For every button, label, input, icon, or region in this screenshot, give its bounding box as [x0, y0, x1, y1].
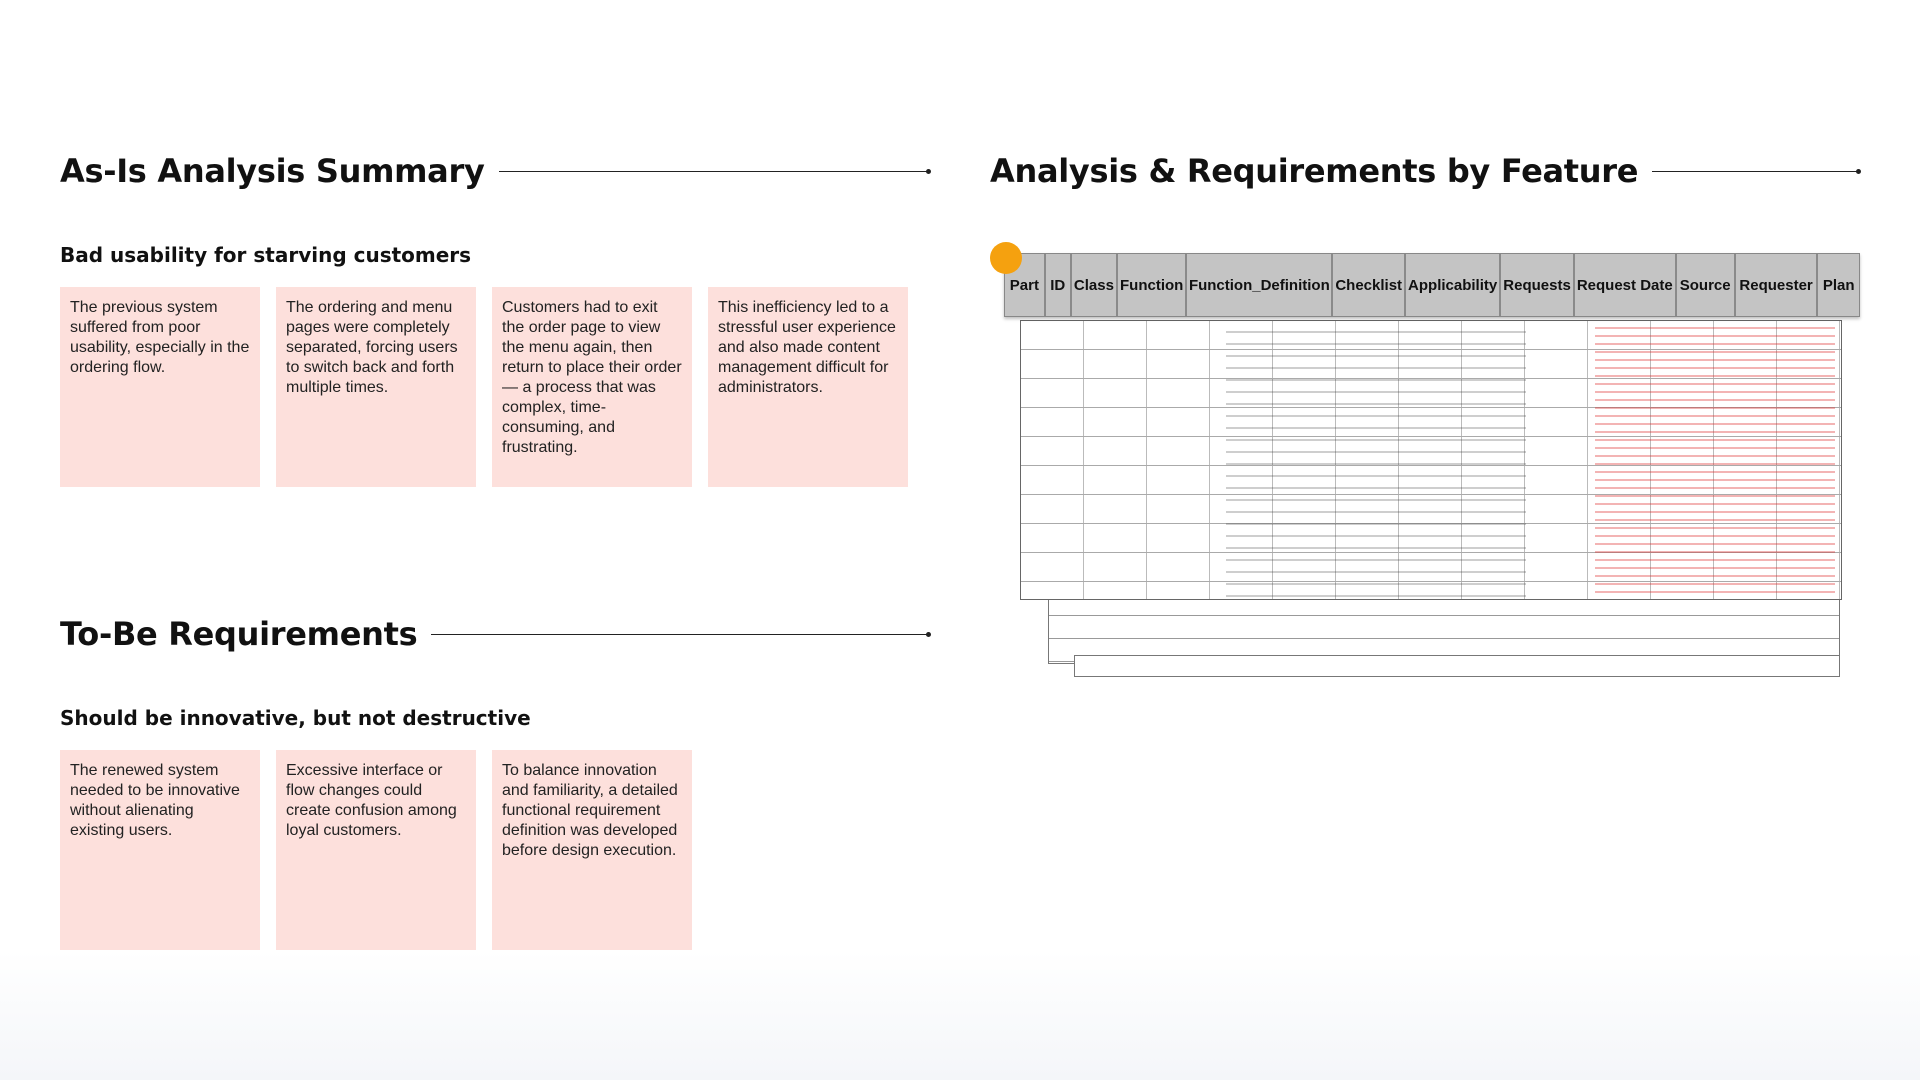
asis-subtitle: Bad usability for starving customers: [60, 243, 472, 267]
feature-divider: [1652, 171, 1860, 172]
feature-title: Analysis & Requirements by Feature: [990, 152, 1639, 190]
tobe-note-1: The renewed system needed to be innovative without alienating existing users.: [60, 750, 260, 950]
header-class: Class: [1072, 254, 1118, 316]
asis-note-4: This inefficiency led to a stressful user experience and also made content management difficult for administrators.: [708, 287, 908, 487]
asis-notes: [60, 287, 908, 487]
header-request-date: Request Date: [1575, 254, 1677, 316]
highlight-dot-icon: [990, 242, 1022, 274]
tobe-subtitle: Should be innovative, but not destructive: [60, 706, 531, 730]
asis-header: [60, 152, 930, 190]
header-checklist: Checklist: [1333, 254, 1406, 316]
asis-divider: [499, 171, 930, 172]
asis-title: As-Is Analysis Summary: [60, 152, 485, 190]
spreadsheet-body: [1020, 320, 1842, 600]
requirements-spreadsheet-image: [990, 240, 1860, 680]
tobe-note-3: To balance innovation and familiarity, a detailed functional requirement definition was developed before design execution.: [492, 750, 692, 950]
spreadsheet-header-row: [1004, 253, 1860, 317]
header-applicability: Applicability: [1406, 254, 1501, 316]
header-requests: Requests: [1501, 254, 1575, 316]
feature-header: [990, 152, 1860, 190]
header-source: Source: [1677, 254, 1736, 316]
tobe-notes: [60, 750, 692, 950]
header-id: ID: [1046, 254, 1072, 316]
tobe-header: [60, 615, 930, 653]
header-plan: Plan: [1822, 276, 1855, 294]
header-requester: Requester: [1736, 254, 1819, 316]
spreadsheet-page-2: [1048, 592, 1840, 664]
spreadsheet-page-3: [1074, 655, 1840, 677]
asis-note-2: The ordering and menu pages were completely separated, forcing users to switch back and forth multiple times.: [276, 287, 476, 487]
asis-note-1: The previous system suffered from poor usability, especially in the ordering flow.: [60, 287, 260, 487]
header-function-definition: Function_Definition: [1187, 254, 1333, 316]
header-part: Part: [1005, 254, 1046, 316]
header-function: Function: [1118, 254, 1187, 316]
tobe-title: To-Be Requirements: [60, 615, 418, 653]
asis-note-3: Customers had to exit the order page to view the menu again, then return to place their order — a process that was complex, time-consuming, and frustrating.: [492, 287, 692, 487]
tobe-note-2: Excessive interface or flow changes could create confusion among loyal customers.: [276, 750, 476, 950]
tobe-divider: [431, 634, 930, 635]
